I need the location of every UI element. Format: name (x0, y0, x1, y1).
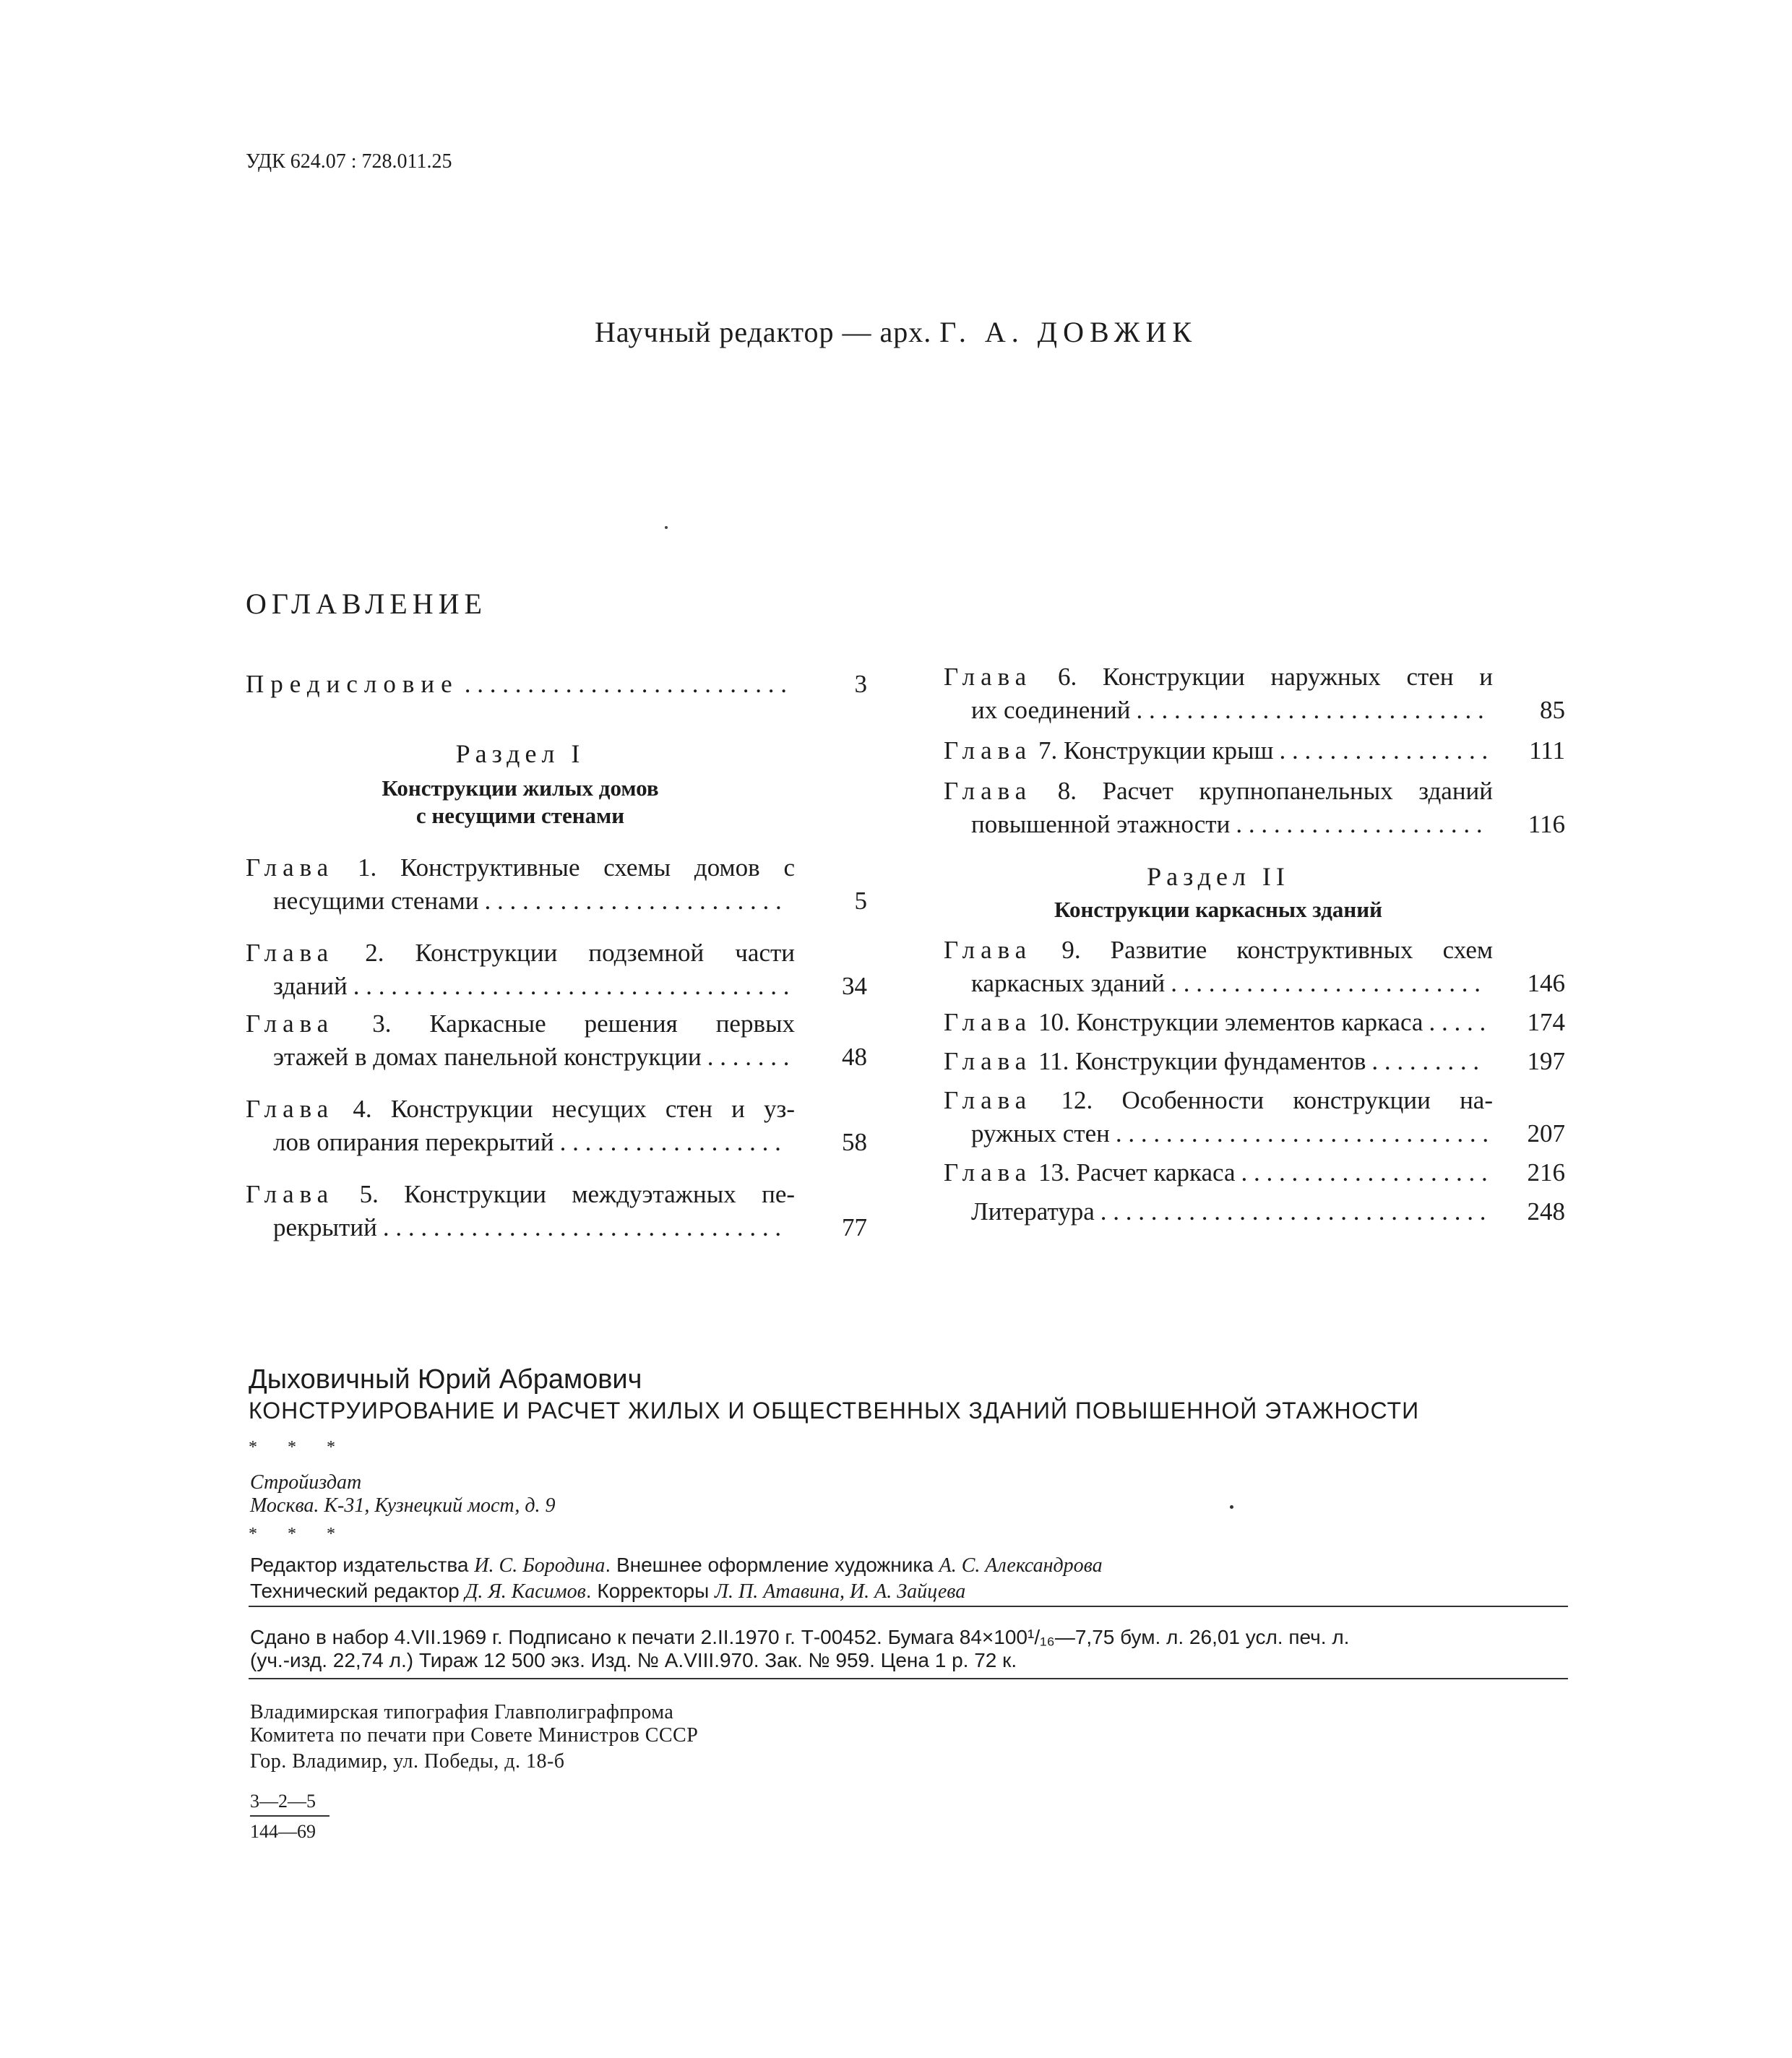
toc-title: ОГЛАВЛЕНИЕ (246, 587, 487, 620)
dot-leader (1236, 808, 1487, 841)
toc-entry-chapter-8 (944, 775, 1565, 841)
chapter-word: Глава (944, 1008, 1033, 1036)
toc-page-number: 248 (1527, 1197, 1565, 1226)
chapter-title-line1: 9. Развитие конструктивных схем (1061, 936, 1494, 964)
toc-entry-chapter-9 (944, 934, 1565, 1000)
print-details-line-2: (уч.-изд. 22,74 л.) Тираж 12 500 экз. Изд. № A.VIII.970. Зак. № 959. Цена 1 р. 72 к. (250, 1649, 1017, 1671)
toc-entry-chapter-4 (246, 1093, 867, 1159)
chapter-title-line1: 10. Конструкции элементов каркаса (1038, 1008, 1423, 1036)
toc-entry-chapter-12 (944, 1084, 1565, 1150)
toc-left-column (246, 668, 867, 1244)
toc-entry-chapter-3 (246, 1007, 867, 1074)
catalog-code-divider (250, 1815, 329, 1817)
chapter-word: Глава (246, 1009, 335, 1038)
chapter-title-line2: лов опирания перекрытий (273, 1128, 554, 1156)
toc-page-number: 34 (842, 972, 867, 1000)
chapter-word: Глава (944, 936, 1033, 964)
dot-leader (1371, 1045, 1487, 1078)
chapter-title-line1: 4. Конструкции несущих стен и уз- (353, 1095, 795, 1123)
separator-stars: * * * (249, 1438, 348, 1457)
dot-leader (1116, 1117, 1487, 1150)
section-1-heading: Раздел I (455, 739, 585, 768)
toc-page-number: 85 (1540, 696, 1565, 724)
toc-page-number: 5 (854, 887, 867, 915)
print-details-line-1: Сдано в набор 4.VII.1969 г. Подписано к печати 2.II.1970 г. Т-00452. Бумага 84×100¹/₁₆—7,75 бум. л. 26,01 усл. печ. л. (250, 1626, 1350, 1648)
printing-house-line-1: Владимирская типография Главполиграфпрома (250, 1701, 674, 1723)
chapter-word: Глава (944, 663, 1033, 691)
credits-role: Редактор издательства (250, 1554, 475, 1576)
toc-entry-chapter-6 (944, 660, 1565, 727)
chapter-title-line2: повышенной этажности (971, 810, 1231, 838)
dot-leader (383, 1211, 789, 1244)
scientific-editor-name: Г. А. ДОВЖИК (939, 316, 1198, 348)
toc-entry-chapter-2 (246, 937, 867, 1003)
divider-line (249, 1606, 1568, 1607)
toc-entry-label: Предисловие (246, 670, 459, 698)
publisher-address: Москва. К-31, Кузнецкий мост, д. 9 (250, 1494, 556, 1517)
dot-leader (1137, 694, 1487, 727)
chapter-word: Глава (246, 853, 335, 882)
dot-leader (485, 884, 789, 918)
divider-line (249, 1678, 1568, 1679)
credits-role: . Внешнее оформление художника (605, 1554, 939, 1576)
toc-page-number: 3 (854, 670, 867, 698)
toc-entry-chapter-5 (246, 1178, 867, 1244)
toc-entry-chapter-7 (944, 734, 1565, 767)
chapter-title-line2: зданий (273, 972, 348, 1000)
scientific-editor (0, 315, 1792, 349)
dot-leader (1280, 734, 1488, 767)
chapter-word: Глава (944, 736, 1033, 765)
credits-person: Д. Я. Касимов (465, 1580, 586, 1603)
chapter-title-line1: 6. Конструкции наружных стен и (1057, 663, 1494, 691)
chapter-word: Глава (246, 1180, 335, 1208)
chapter-title-line2: рекрытий (273, 1213, 377, 1241)
dot-leader (1241, 1156, 1488, 1189)
toc-page-number: 111 (1529, 736, 1565, 765)
toc-entry-chapter-11 (944, 1045, 1565, 1078)
credits-person: А. С. Александрова (939, 1554, 1103, 1577)
toc-entry-literature (944, 1195, 1565, 1228)
catalog-code-bottom: 144—69 (250, 1821, 316, 1842)
author-name: Дыховичный Юрий Абрамович (249, 1364, 642, 1395)
section-2-heading: Раздел II (1147, 862, 1290, 891)
toc-right-column (944, 660, 1565, 1228)
chapter-word: Глава (944, 777, 1033, 805)
toc-entry-chapter-1 (246, 851, 867, 918)
dot-leader (1429, 1006, 1487, 1039)
section-2-title: Конструкции каркасных зданий (1054, 897, 1382, 922)
dot-leader (465, 668, 789, 701)
chapter-title-line2: ружных стен (971, 1119, 1110, 1148)
credits-role: Технический редактор (250, 1580, 465, 1602)
catalog-code-top: 3—2—5 (250, 1791, 316, 1812)
udk-code: УДК 624.07 : 728.011.25 (246, 150, 452, 173)
chapter-title-line1: 5. Конструкции междуэтажных пе- (359, 1180, 796, 1208)
chapter-word: Глава (944, 1158, 1033, 1187)
chapter-word: Глава (944, 1047, 1033, 1075)
book-title: КОНСТРУИРОВАНИЕ И РАСЧЕТ ЖИЛЫХ И ОБЩЕСТВЕННЫХ ЗДАНИЙ ПОВЫШЕННОЙ ЭТАЖНОСТИ (249, 1398, 1420, 1424)
chapter-title-line1: 2. Конструкции подземной части (365, 939, 796, 967)
chapter-title-line2: этажей в домах панельной конструкции (273, 1043, 702, 1071)
chapter-word: Глава (246, 939, 335, 967)
toc-entry-label: Литература (971, 1197, 1095, 1226)
toc-page-number: 77 (842, 1213, 867, 1241)
print-speck (1230, 1505, 1233, 1509)
chapter-title-line1: 11. Конструкции фундаментов (1038, 1047, 1366, 1075)
chapter-word: Глава (944, 1086, 1033, 1114)
separator-stars: * * * (249, 1525, 348, 1544)
chapter-title-line1: 7. Конструкции крыш (1038, 736, 1274, 765)
chapter-word: Глава (246, 1095, 335, 1123)
chapter-title-line1: 1. Конструктивные схемы домов с (357, 853, 795, 882)
credits-person: И. С. Бородина (474, 1554, 606, 1577)
section-1-title-line2: с несущими стенами (415, 803, 625, 828)
chapter-title-line2: несущими стенами (273, 887, 479, 915)
dot-leader (707, 1041, 789, 1074)
toc-page-number: 58 (842, 1128, 867, 1156)
dot-leader (353, 970, 789, 1003)
printing-house-line-2: Комитета по печати при Совете Министров СССР (250, 1724, 699, 1747)
publisher-name: Стройиздат (250, 1471, 362, 1494)
chapter-title-line1: 8. Расчет крупнопанельных зданий (1057, 777, 1494, 805)
dot-leader (1100, 1195, 1487, 1228)
credits-role: . Корректоры (585, 1580, 715, 1602)
chapter-title-line1: 12. Особенности конструкции на- (1061, 1086, 1493, 1114)
toc-page-number: 207 (1527, 1119, 1565, 1148)
credits-person: Л. П. Атавина, И. А. Зайцева (715, 1580, 966, 1603)
chapter-title-line1: 3. Каркасные решения первых (372, 1009, 795, 1038)
scientific-editor-prefix: Научный редактор — арх. (594, 316, 940, 348)
chapter-title-line2: каркасных зданий (971, 969, 1166, 997)
toc-page-number: 116 (1528, 810, 1565, 838)
toc-entry-chapter-13 (944, 1156, 1565, 1189)
toc-page-number: 216 (1527, 1158, 1565, 1187)
dot-leader (1171, 967, 1487, 1000)
chapter-title-line2: их соединений (971, 696, 1131, 724)
credits-line-2 (250, 1580, 965, 1603)
toc-entry-chapter-10 (944, 1006, 1565, 1039)
dot-leader (560, 1126, 789, 1159)
printing-house-line-3: Гор. Владимир, ул. Победы, д. 18-б (250, 1750, 565, 1773)
toc-entry-preface (246, 668, 867, 701)
section-1-title-line1: Конструкции жилых домов (382, 775, 659, 801)
print-speck (665, 526, 668, 529)
toc-page-number: 146 (1527, 969, 1565, 997)
toc-page-number: 174 (1527, 1008, 1565, 1036)
toc-page-number: 197 (1527, 1047, 1565, 1075)
toc-page-number: 48 (842, 1043, 867, 1071)
credits-line-1 (250, 1554, 1103, 1577)
chapter-title-line1: 13. Расчет каркаса (1038, 1158, 1236, 1187)
